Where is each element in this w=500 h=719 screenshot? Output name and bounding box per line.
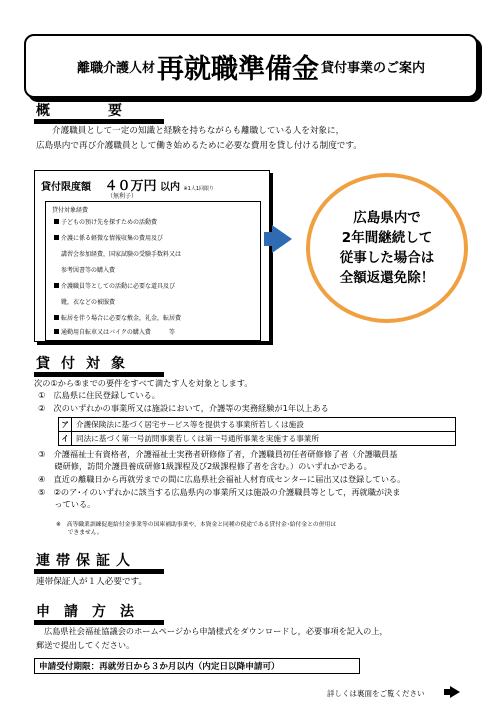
loan-expenses-box	[45, 201, 261, 341]
eligibility-heading: 貸付対象	[36, 356, 136, 372]
list-item-continued: 靴，衣などの被服費	[61, 299, 116, 306]
exemption-line-4: 全額返還免除！	[339, 270, 435, 286]
requirement-1: ① 広島県に住民登録している。	[38, 390, 160, 400]
bullet-icon	[54, 235, 59, 240]
requirement-5: ⑤ ②のア･イのいずれかに該当する広島県内の事業所又は施設の介護職員等として，再就職が決ま	[38, 487, 401, 497]
application-line-1: 広島県社会福祉協議会のホームページから申請様式をダウンロードし，必要事項を記入の上，	[44, 626, 388, 636]
application-line-2: 郵送で提出してください。	[36, 640, 135, 650]
bullet-icon	[54, 329, 59, 334]
table-cell-key: イ	[59, 432, 72, 445]
eligibility-intro: 次の①から⑤までの要件をすべて満たす人を対象とします。	[34, 378, 253, 388]
right-arrow-stem	[264, 232, 272, 246]
requirement-5-continued: っている。	[38, 499, 96, 509]
loan-unit: 以内	[159, 182, 180, 193]
loan-expenses-title: 貸付対象経費	[52, 207, 89, 214]
bullet-icon	[54, 315, 59, 320]
requirement-2: ② 次のいずれかの事業所又は施設において，介護等の実務経験が1年以上ある	[38, 403, 329, 413]
overview-line-2: 広島県内で再び介護職員として働き始めるために必要な費用を貸し付ける制度です。	[36, 141, 362, 151]
list-item-continued: 講習会参加経費，国家試験の受験手数料又は	[61, 251, 182, 258]
requirement-3: ③ 介護福祉士有資格者，介護福祉士実務者研修修了者，介護職員初任者研修修了者（介護職員基	[38, 449, 398, 459]
guarantor-text: 連帯保証人が１人必要です。	[36, 577, 148, 587]
title-suffix: 貸付事業のご案内	[321, 60, 426, 76]
loan-interest-free: （無利子）	[107, 193, 138, 200]
bullet-icon	[54, 283, 59, 288]
table-row	[59, 431, 455, 445]
exemption-line-2: 2年間継続して	[341, 230, 433, 246]
list-item: 子どもの預け先を探すための活動費	[54, 218, 157, 227]
list-item: 転居を伴う場合に必要な敷金，礼金，転居費	[54, 314, 181, 323]
loan-note: ※1人1回限り	[183, 186, 215, 192]
loan-limit-label: 貸付限度額	[41, 182, 91, 193]
application-heading: 申請方法	[36, 604, 148, 620]
exemption-circle	[306, 173, 468, 323]
table-cell-key: ア	[59, 418, 72, 431]
overview-line-1: 介護職員として一定の知識と経験を持ちながらも離職している人を対象に，	[52, 126, 345, 136]
table-cell-value: 介護保険法に基づく居宅サービス等を提供する事業所若しくは施設	[76, 420, 304, 429]
requirement-3-continued: 礎研修，訪問介護員養成研修1級課程及び2級課程修了者を含む。）のいずれかである。	[38, 461, 372, 471]
right-arrow-icon	[272, 225, 292, 253]
eligibility-note-2: できません。	[56, 530, 103, 536]
title-prefix: 離職介護人材	[76, 60, 155, 76]
guarantor-underline	[34, 569, 164, 574]
application-deadline-box: 申請受付期限：再就労日から３か月以内（内定日以降申請可）	[34, 658, 360, 674]
exemption-line-3: 従事した場合は	[339, 250, 435, 266]
overview-heading: 概 要	[36, 103, 144, 119]
exemption-line-1: 広島県内で	[353, 210, 421, 226]
table-row	[59, 418, 455, 431]
right-arrow-icon	[450, 686, 460, 698]
guarantor-heading: 連帯保証人	[36, 553, 136, 569]
loan-limit-box	[34, 170, 270, 342]
eligibility-underline	[34, 372, 164, 377]
loan-amount: ４０万円	[104, 179, 157, 194]
title-main: 再就職準備金	[157, 53, 319, 85]
title-banner	[24, 34, 478, 98]
bullet-icon	[54, 219, 59, 224]
requirement-4: ④ 直近の離職日から再就労までの間に広島県社会福祉人材育成センターに届出又は登録している。	[38, 474, 406, 484]
eligibility-note-1: ※ 高等職業訓練促進給付金事業等の国庫補助事業や，本資金と同種の使途である貸付金･給付金との併用は	[56, 522, 337, 528]
table-cell-value: 同法に基づく第一号訪問事業若しくは第一号通所事業を実施する事業所	[76, 434, 319, 443]
list-item: 介護職員等としての活動に必要な道具及び	[54, 282, 175, 291]
see-back-text: 詳しくは裏面をご覧ください	[327, 689, 425, 698]
list-item: 介護に係る軽微な情報収集の費用及び	[54, 234, 163, 243]
facility-table	[58, 417, 456, 446]
list-item: 通勤用自転車又はバイクの購入費 等	[54, 328, 175, 337]
list-item-continued: 参考図書等の購入費	[61, 267, 116, 274]
